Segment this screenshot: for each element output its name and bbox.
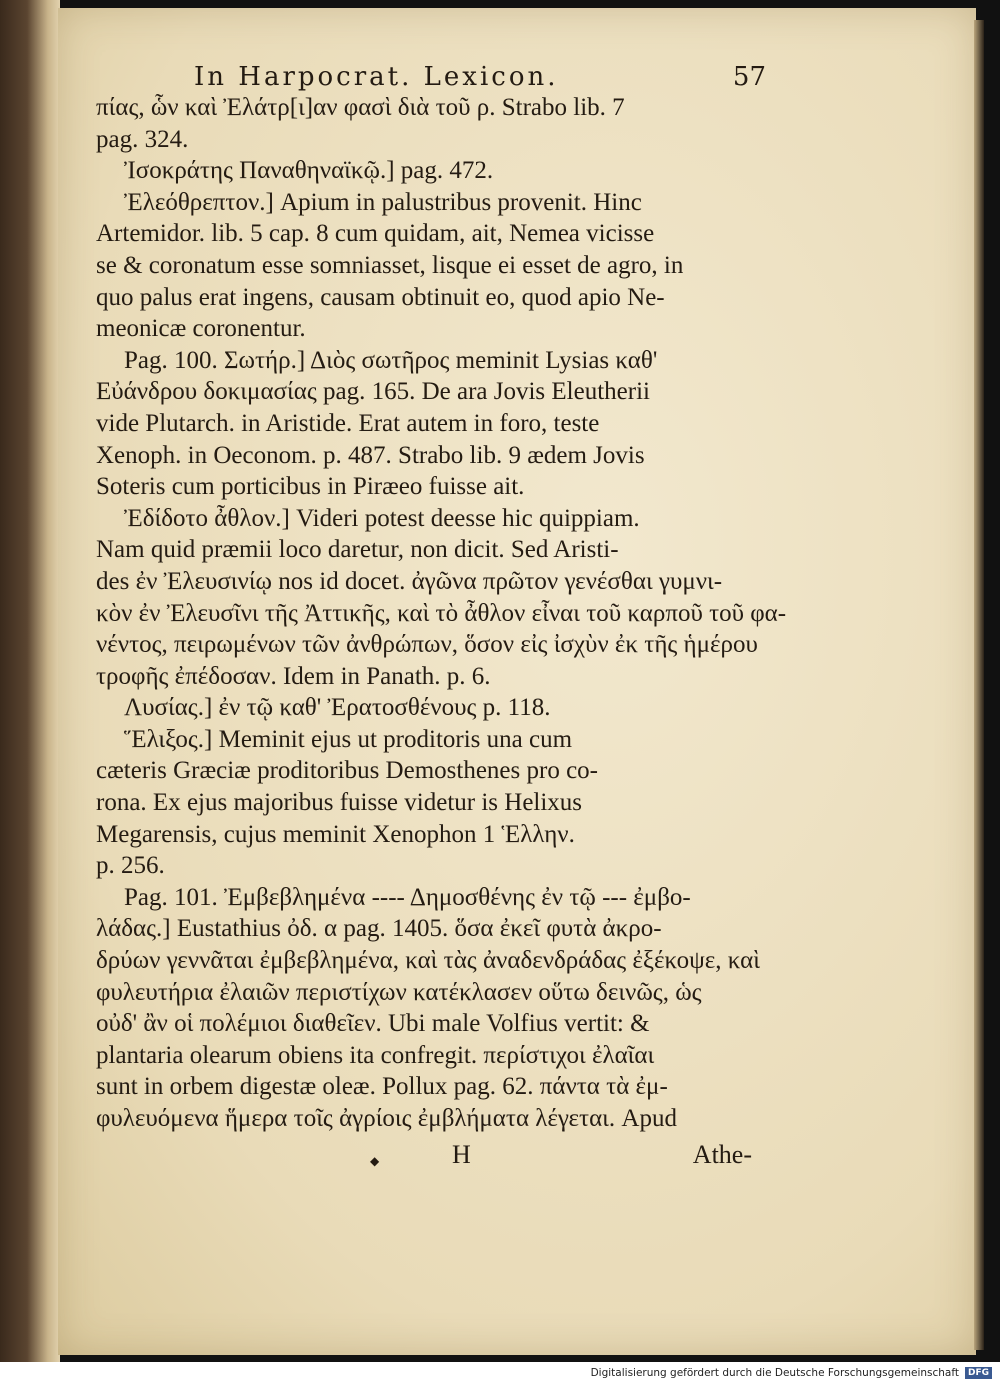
text-line: plantaria olearum obiens ita confregit. περίστιχοι ἐλαῖαι (96, 1041, 655, 1069)
ornament-mark: ◆ (370, 1154, 380, 1168)
text-line: Megarensis, cujus meminit Xenophon 1 Ἑλλην. (96, 820, 575, 848)
text-line: Xenoph. in Oeconom. p. 487. Strabo lib. 9 ædem Jovis (96, 441, 645, 469)
signature-mark: H (452, 1140, 471, 1169)
running-head-title: In Harpocrat. Lexicon. (194, 62, 559, 92)
footer-credit: Digitalisierung gefördert durch die Deutsche Forschungsgemeinschaft (590, 1366, 959, 1379)
catchword: Athe- (692, 1140, 752, 1169)
text-line: quo palus erat ingens, causam obtinuit eo, quod apio Ne- (96, 283, 665, 311)
text-line: p. 256. (96, 852, 165, 880)
digitization-footer (0, 1362, 1000, 1383)
text-line: pag. 324. (96, 125, 189, 153)
text-line: φυλευόμενα ἥμερα τοῖς ἀγρίοις ἐμβλήματα λέγεται. Apud (96, 1105, 677, 1132)
text-line: λάδας.] Eustathius ὀδ. α pag. 1405. ὅσα ἐκεῖ φυτὰ ἀκρο- (96, 915, 662, 943)
text-line: οὐδ' ἂν οἱ πολέμιοι διαθεῖεν. Ubi male Volfius vertit: & (96, 1010, 650, 1038)
text-line: φυλευτήρια ἐλαιῶν περιστίχων κατέκλασεν οὕτω δεινῶς, ὡς (96, 978, 702, 1006)
text-line: τροφῆς ἐπέδοσαν. Idem in Panath. p. 6. (96, 662, 491, 690)
text-line: des ἐν Ἐλευσινίῳ nos id docet. ἀγῶνα πρῶτον γενέσθαι γυμνι- (96, 567, 723, 595)
text-line: Nam quid præmii loco daretur, non dicit. Sed Aristi- (96, 536, 619, 564)
running-head (194, 62, 766, 92)
text-block (96, 62, 787, 1135)
text-line: Ἐλεόθρεπτον.] Apium in palustribus provenit. Hinc (124, 188, 642, 216)
text-line: Ἕλιξος.] Meminit ejus ut proditoris una cum (124, 725, 573, 753)
text-line: νέντος, πειρωμένων τῶν ἀνθρώπων, ὅσον εἰς ἰσχὺν ἐκ τῆς ἡμέρου (96, 631, 758, 659)
text-line: Soteris cum porticibus in Piræeo fuisse ait. (96, 473, 525, 501)
text-line: Pag. 100. Σωτήρ.] Διὸς σωτῆρος meminit Lysias καθ' (124, 346, 658, 374)
page-foot (360, 1140, 760, 1180)
text-line: sunt in orbem digestæ oleæ. Pollux pag. 62. πάντα τὰ ἐμ- (96, 1073, 668, 1101)
text-line: rona. Ex ejus majoribus fuisse videtur is Helixus (96, 789, 583, 817)
text-line: vide Plutarch. in Aristide. Erat autem in foro, teste (96, 409, 600, 437)
text-line: se & coronatum esse somniasset, lisque ei esset de agro, in (96, 251, 684, 279)
text-line: Εὐάνδρου δοκιμασίας pag. 165. De ara Jovis Eleutherii (96, 378, 650, 406)
text-line: Ἰσοκράτης Παναθηναϊκῷ.] pag. 472. (124, 157, 494, 185)
text-line: δρύων γεννᾶται ἐμβεβλημένα, καὶ τὰς ἀναδενδράδας ἐξέκοψε, καὶ (96, 947, 760, 975)
text-line: meonicæ coronentur. (96, 315, 306, 343)
text-line: πίας, ὧν καὶ Ἐλάτρ[ι]αν φασὶ διὰ τοῦ ρ. Strabo lib. 7 (96, 94, 625, 121)
book-spine (0, 0, 60, 1362)
text-line: cæteris Græciæ proditoribus Demosthenes pro co- (96, 757, 598, 785)
dfg-logo: DFG (965, 1367, 992, 1379)
folio-number: 57 (732, 62, 766, 92)
text-line: Artemidor. lib. 5 cap. 8 cum quidam, ait, Nemea vicisse (96, 220, 655, 248)
page-edge (974, 20, 984, 1350)
text-line: Ἐδίδοτο ἆθλον.] Videri potest deesse hic quippiam. (124, 504, 640, 532)
text-line: κὸν ἐν Ἐλευσῖνι τῆς Ἀττικῆς, καὶ τὸ ἆθλον εἶναι τοῦ καρποῦ τοῦ φα- (96, 599, 787, 627)
text-line: Pag. 101. Ἐμβεβλημένα ---- Δημοσθένης ἐν τῷ --- ἐμβο- (124, 883, 691, 911)
text-line: Λυσίας.] ἐν τῷ καθ' Ἐρατοσθένους p. 118. (124, 694, 551, 722)
body-lines (96, 92, 787, 1135)
